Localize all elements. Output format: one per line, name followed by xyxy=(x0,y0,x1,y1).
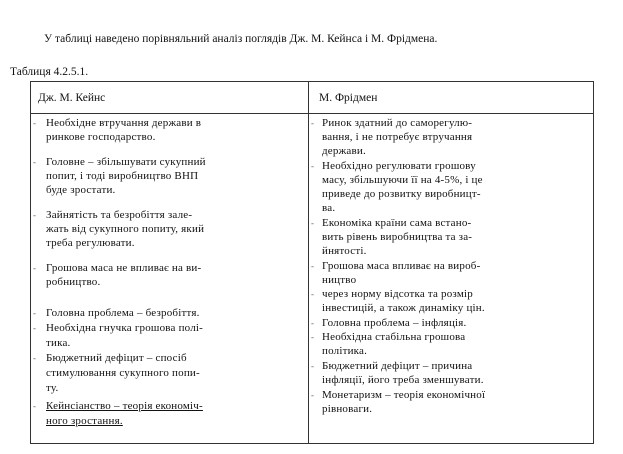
intro-paragraph: У таблиці наведено порівняльний аналіз поглядів Дж. М. Кейнса і М. Фрідмена. xyxy=(44,33,438,45)
keynes-line: - Головна проблема – безробіття. xyxy=(31,306,200,320)
keynes-line: тика. xyxy=(46,337,71,349)
friedman-line: - Необхідна стабільна грошова xyxy=(309,330,465,344)
friedman-line: - Головна проблема – інфляція. xyxy=(309,316,467,330)
friedman-line: йнятості. xyxy=(322,245,367,257)
friedman-line: - через норму відсотка та розмір xyxy=(309,287,473,301)
keynes-line: ринкове господарство. xyxy=(46,131,156,143)
keynes-line: ного зростання. xyxy=(46,415,123,427)
keynes-line: - Бюджетний дефіцит – спосіб xyxy=(31,351,187,365)
keynes-line: стимулювання сукупного попи- xyxy=(46,367,200,379)
table-caption: Таблиця 4.2.5.1. xyxy=(10,66,89,78)
keynes-line: - Кейнсіанство – теорія економіч- xyxy=(31,399,203,413)
comparison-table xyxy=(30,81,594,444)
header-rule xyxy=(31,113,593,114)
friedman-line: політика. xyxy=(322,345,368,357)
keynes-line: - Зайнятість та безробіття зале- xyxy=(31,208,192,222)
friedman-line: приведе до розвитку виробницт- xyxy=(322,188,481,200)
friedman-line: ва. xyxy=(322,202,336,214)
header-friedman: М. Фрідмен xyxy=(319,92,378,104)
friedman-line: інфляції, його треба зменшувати. xyxy=(322,374,484,386)
header-keynes: Дж. М. Кейнс xyxy=(38,92,106,104)
friedman-line: - Грошова маса впливає на вироб- xyxy=(309,259,480,273)
friedman-line: - Монетаризм – теорія економічної xyxy=(309,388,485,402)
keynes-line: жать від сукупного попиту, який xyxy=(46,223,205,235)
friedman-line: рівноваги. xyxy=(322,403,373,415)
friedman-line: інвестицій, а також динаміку цін. xyxy=(322,302,485,314)
keynes-line: робництво. xyxy=(46,276,101,288)
friedman-line: масу, збільшуючи її на 4-5%, і це xyxy=(322,174,483,186)
keynes-line: - Необхідна гнучка грошова полі- xyxy=(31,321,203,335)
keynes-line: - Грошова маса не впливає на ви- xyxy=(31,261,201,275)
keynes-line: ту. xyxy=(46,382,59,394)
keynes-line: попит, і тоді виробництво ВНП xyxy=(46,170,199,182)
friedman-line: держави. xyxy=(322,145,366,157)
friedman-line: - Необхідно регулювати грошову xyxy=(309,159,476,173)
keynes-line: треба регулювати. xyxy=(46,237,135,249)
keynes-line: - Необхідне втручання держави в xyxy=(31,116,201,130)
keynes-line: - Головне – збільшувати сукупний xyxy=(31,155,206,169)
friedman-line: - Ринок здатний до саморегулю- xyxy=(309,116,472,130)
friedman-line: вить рівень виробництва та за- xyxy=(322,231,473,243)
friedman-line: - Бюджетний дефіцит – причина xyxy=(309,359,472,373)
friedman-line: вання, і не потребує втручання xyxy=(322,131,473,143)
friedman-line: - Економіка країни сама встано- xyxy=(309,216,471,230)
keynes-line: буде зростати. xyxy=(46,184,116,196)
friedman-line: ництво xyxy=(322,274,357,286)
